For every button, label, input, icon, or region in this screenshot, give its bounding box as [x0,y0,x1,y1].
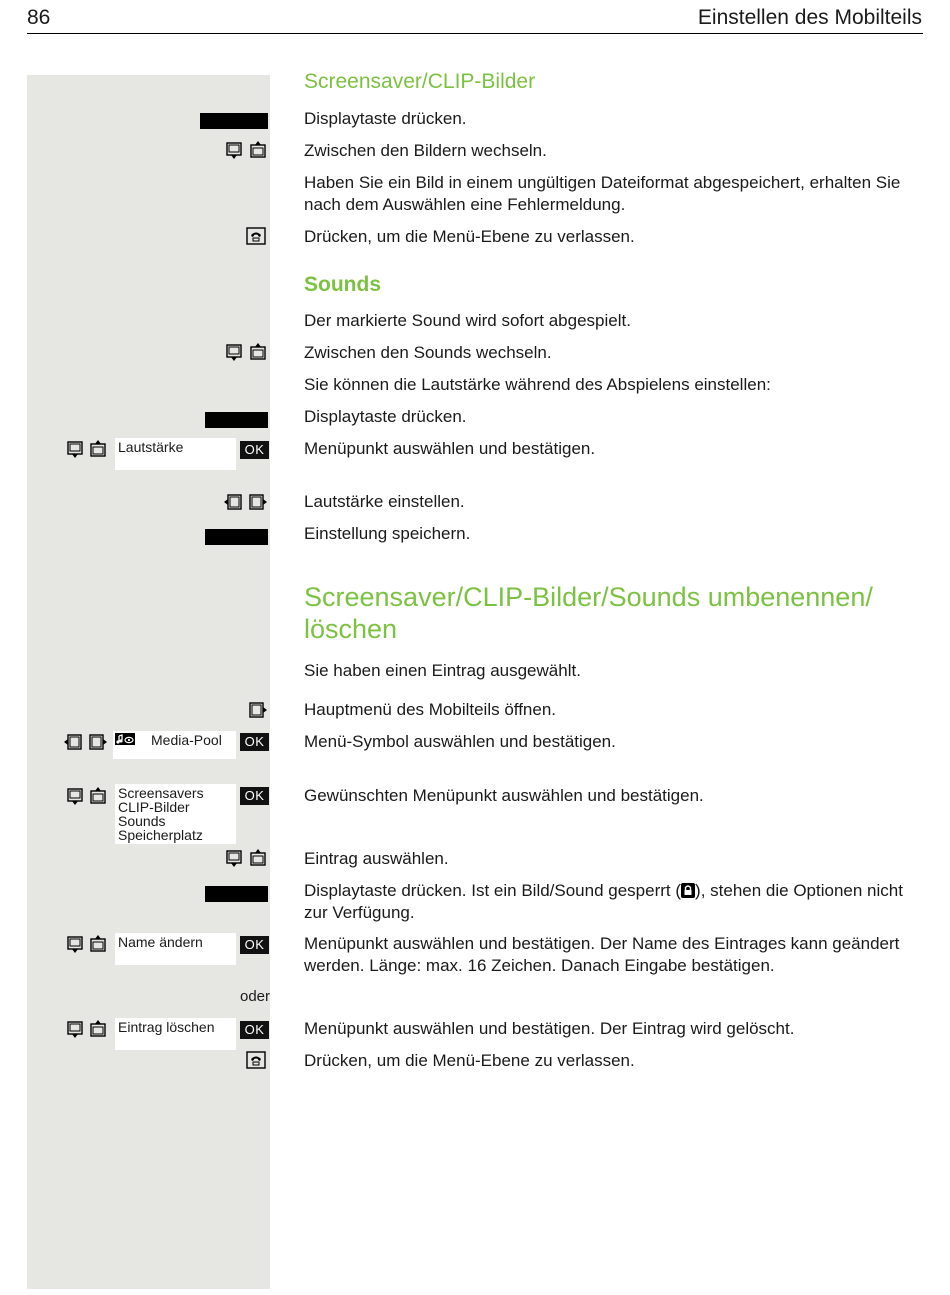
header-rule [27,33,923,34]
step-text: Gewünschten Menüpunkt auswählen und bestätigen. [304,786,704,805]
menu-label: Sounds [118,813,166,829]
nav-up-key-icon [90,934,106,952]
step-text: Zwischen den Sounds wechseln. [304,343,552,362]
menu-label: CLIP-Bilder [118,799,190,815]
step-text: Sie können die Lautstärke während des Abspielens einstellen: [304,375,771,394]
nav-down-key-icon [226,344,242,362]
menu-item-name-aendern [115,933,236,965]
step-text: Zwischen den Bildern wechseln. [304,141,547,160]
step-text: Menü-Symbol auswählen und bestätigen. [304,732,616,751]
lock-icon [681,883,695,898]
menu-item-lautstaerke [115,438,236,470]
step-text: Einstellung speichern. [304,524,471,543]
nav-right-key-icon [249,701,267,719]
ok-key: OK [240,1021,269,1039]
nav-down-key-icon [67,441,83,459]
step-text: Eintrag auswählen. [304,849,449,868]
section-heading-sounds: Sounds [304,273,381,296]
step-text: Displaytaste drücken. [304,109,467,128]
menu-label: Speicherplatz [118,827,203,843]
media-pool-icon [115,733,135,745]
nav-left-key-icon [224,493,242,511]
nav-up-key-icon [250,848,266,866]
menu-label: Screensavers [118,785,204,801]
menu-label: Lautstärke [118,439,184,455]
menu-label: Name ändern [118,934,203,950]
end-call-key-icon [246,1051,266,1069]
display-key [205,886,268,902]
menu-item-media-pool [113,731,236,759]
ok-key: OK [240,787,269,805]
ok-key: OK [240,936,269,954]
step-text: Menüpunkt auswählen und bestätigen. [304,439,596,458]
end-call-key-icon [246,227,266,245]
nav-down-key-icon [226,850,242,868]
key-sidebar [27,75,270,1289]
step-text-part: Displaytaste drücken. Ist ein Bild/Sound gesperrt ( [304,881,682,900]
menu-item-eintrag-loeschen [115,1018,236,1050]
nav-down-key-icon [67,788,83,806]
step-text: Drücken, um die Menü-Ebene zu verlassen. [304,227,635,246]
step-text: Displaytaste drücken. [304,407,467,426]
section-heading-screensaver: Screensaver/CLIP-Bilder [304,70,536,93]
nav-up-key-icon [90,1019,106,1037]
nav-down-key-icon [67,1021,83,1039]
ok-key: OK [240,733,269,751]
menu-list-media [115,784,236,844]
step-text-locked [304,880,924,924]
nav-up-key-icon [90,786,106,804]
menu-label: Media-Pool [151,732,222,748]
nav-up-key-icon [90,439,106,457]
step-text-part: ), stehen die Optionen nicht zur Verfügung. [304,881,903,922]
display-key [205,412,268,428]
step-text: Menüpunkt auswählen und bestätigen. Der Eintrag wird gelöscht. [304,1019,795,1038]
display-key [200,113,268,129]
page-number: 86 [27,6,51,29]
step-text: Menüpunkt auswählen und bestätigen. Der Name des Eintrages kann geändert werden. Länge: max. 16 Zeichen. Danach Eingabe bestätigen. [304,934,900,975]
step-text: Sie haben einen Eintrag ausgewählt. [304,661,581,680]
oder-label: oder [240,988,271,1005]
nav-right-key-icon [249,493,267,511]
step-text: Hauptmenü des Mobilteils öffnen. [304,700,557,719]
running-title: Einstellen des Mobilteils [697,6,922,29]
step-text: Haben Sie ein Bild in einem ungültigen Dateiformat abgespeichert, erhalten Sie nach dem Auswählen eine Fehlermeldung. [304,173,901,214]
step-text: Der markierte Sound wird sofort abgespielt. [304,311,631,330]
nav-up-key-icon [250,342,266,360]
section-heading-rename: Screensaver/CLIP-Bilder/Sounds umbenennen/ löschen [304,582,873,644]
nav-down-key-icon [226,142,242,160]
nav-down-key-icon [67,936,83,954]
ok-key: OK [240,441,269,459]
menu-label: Eintrag löschen [118,1019,215,1035]
step-text: Drücken, um die Menü-Ebene zu verlassen. [304,1051,635,1070]
nav-up-key-icon [250,140,266,158]
step-text: Lautstärke einstellen. [304,492,465,511]
display-key [205,529,268,545]
nav-right-key-icon [89,733,107,751]
nav-left-key-icon [64,733,82,751]
